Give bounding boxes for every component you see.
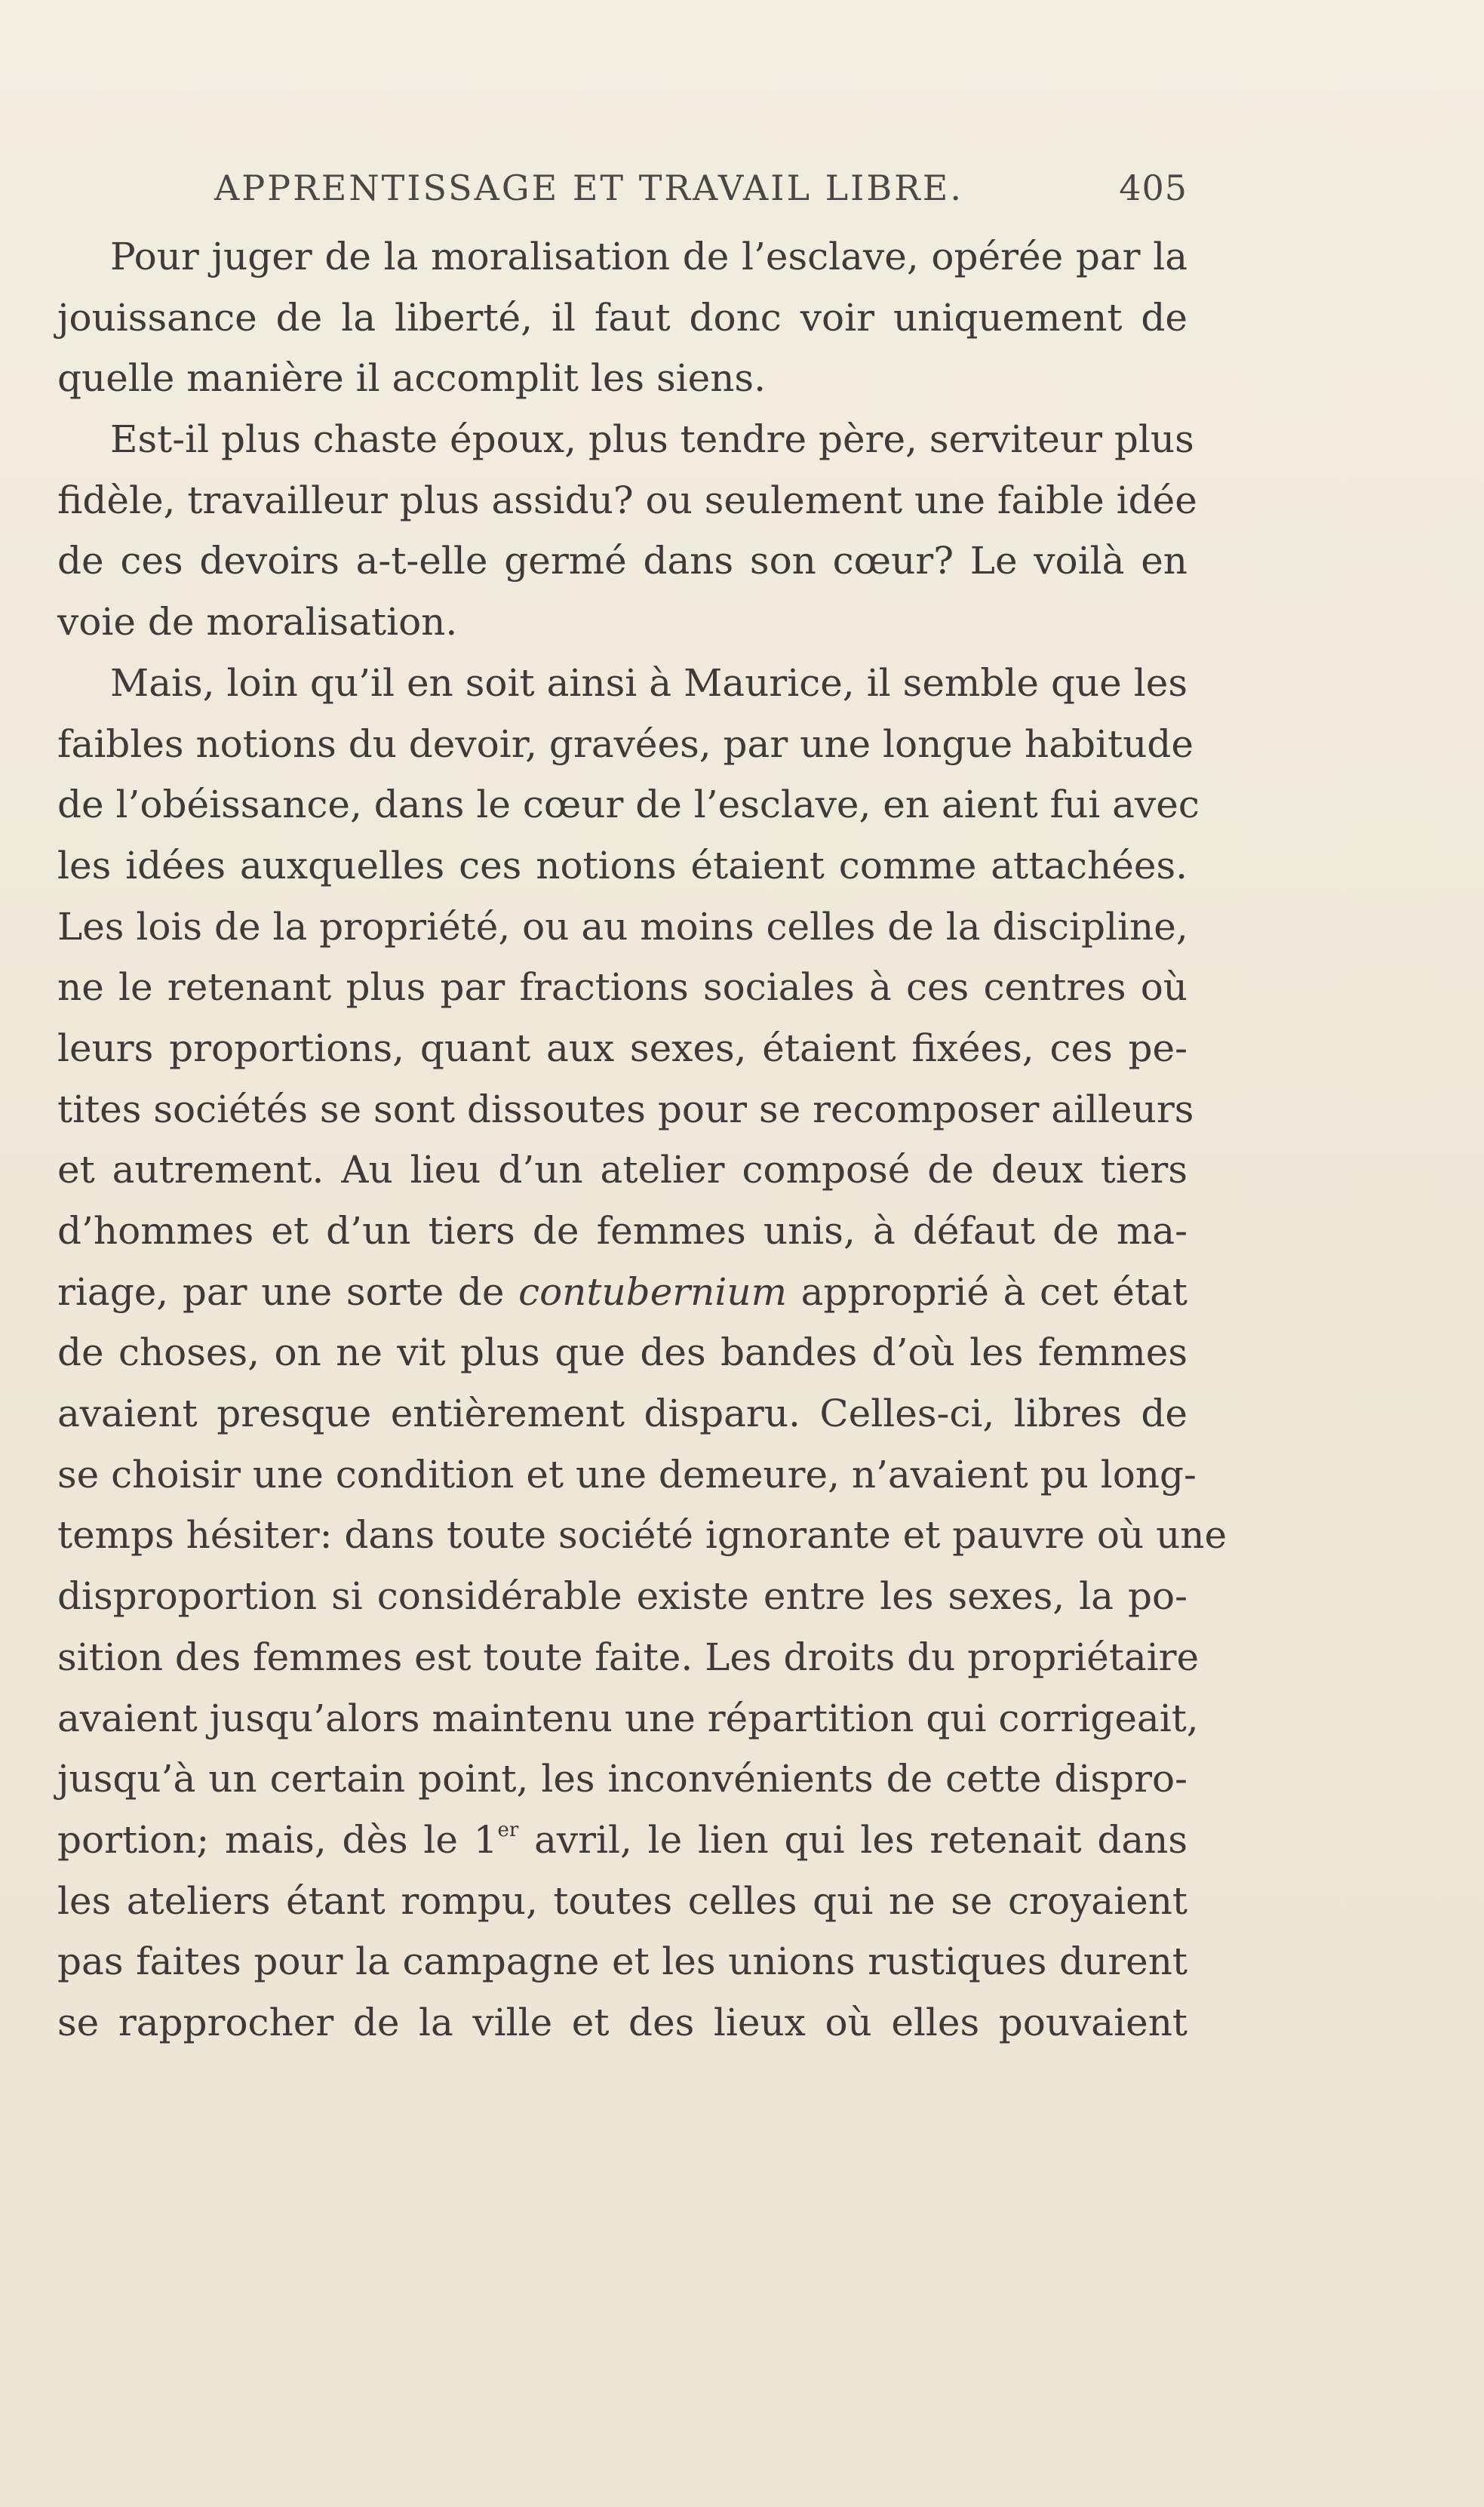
italic-term: contubernium xyxy=(518,1269,787,1314)
text-line-7: voie de moralisation. xyxy=(57,600,458,644)
text-line-21: se choisir une condition et une demeure, n’avaient pu long- xyxy=(57,1452,1197,1497)
text-line-18-start: riage, par une sorte de xyxy=(57,1269,519,1314)
running-head xyxy=(214,168,1188,220)
text-line-18 xyxy=(57,1262,1188,1323)
text-line-16: et autrement. Au lieu d’un atelier composé de deux tiers xyxy=(57,1148,1188,1192)
text-line-19: de choses, on ne vit plus que des bandes d’où les femmes xyxy=(57,1330,1188,1375)
text-line-27-end: avril, le lien qui les retenait dans xyxy=(518,1817,1188,1862)
text-line-13: ne le retenant plus par fractions sociales à ces centres où xyxy=(57,965,1188,1010)
text-line-15: tites sociétés se sont dissoutes pour se recomposer ailleurs xyxy=(57,1087,1194,1131)
body-text xyxy=(57,226,1227,2053)
ordinal-superscript: er xyxy=(497,1818,519,1841)
text-line-26: jusqu’à un certain point, les inconvénients de cette dispro- xyxy=(57,1757,1188,1801)
text-line-28: les ateliers étant rompu, toutes celles qui ne se croyaient xyxy=(57,1878,1188,1923)
text-line-2: jouissance de la liberté, il faut donc voir uniquement de xyxy=(57,295,1188,340)
text-line-29: pas faites pour la campagne et les unions rustiques durent xyxy=(57,1939,1188,1984)
text-line-24: sition des femmes est toute faite. Les droits du propriétaire xyxy=(57,1635,1200,1679)
text-line-10: de l’obéissance, dans le cœur de l’esclave, en aient fui avec xyxy=(57,783,1200,827)
text-line-9: faibles notions du devoir, gravées, par une longue habitude xyxy=(57,721,1194,766)
text-line-4: Est-il plus chaste époux, plus tendre père, serviteur plus xyxy=(110,417,1194,462)
text-line-14: leurs proportions, quant aux sexes, étaient fixées, ces pe- xyxy=(57,1026,1188,1070)
text-line-23: disproportion si considérable existe entre les sexes, la po- xyxy=(57,1574,1188,1619)
text-line-8: Mais, loin qu’il en soit ainsi à Maurice, il semble que les xyxy=(110,660,1188,705)
text-line-1: Pour juger de la moralisation de l’esclave, opérée par la xyxy=(110,235,1188,278)
running-head-title: APPRENTISSAGE ET TRAVAIL LIBRE. xyxy=(214,168,963,208)
text-line-27 xyxy=(57,1810,1188,1871)
text-line-20: avaient presque entièrement disparu. Celles-ci, libres de xyxy=(57,1392,1188,1436)
text-line-3: quelle manière il accomplit les siens. xyxy=(57,356,766,401)
text-line-6: de ces devoirs a-t-elle germé dans son cœur? Le voilà en xyxy=(57,539,1188,583)
text-line-18-end: approprié à cet état xyxy=(787,1269,1188,1314)
page-number: 405 xyxy=(1119,168,1188,208)
text-line-27-start: portion; mais, dès le 1 xyxy=(57,1817,498,1862)
text-line-12: Les lois de la propriété, ou au moins celles de la discipline, xyxy=(57,904,1188,949)
text-line-30: se rapprocher de la ville et des lieux où elles pouvaient xyxy=(57,2000,1188,2044)
text-line-22: temps hésiter: dans toute société ignorante et pauvre où une xyxy=(57,1513,1227,1558)
text-line-5: fidèle, travailleur plus assidu? ou seulement une faible idée xyxy=(57,478,1197,522)
text-line-17: d’hommes et d’un tiers de femmes unis, à défaut de ma- xyxy=(57,1209,1188,1253)
text-line-11: les idées auxquelles ces notions étaient comme attachées. xyxy=(57,843,1188,887)
text-line-25: avaient jusqu’alors maintenu une répartition qui corrigeait, xyxy=(57,1696,1199,1740)
